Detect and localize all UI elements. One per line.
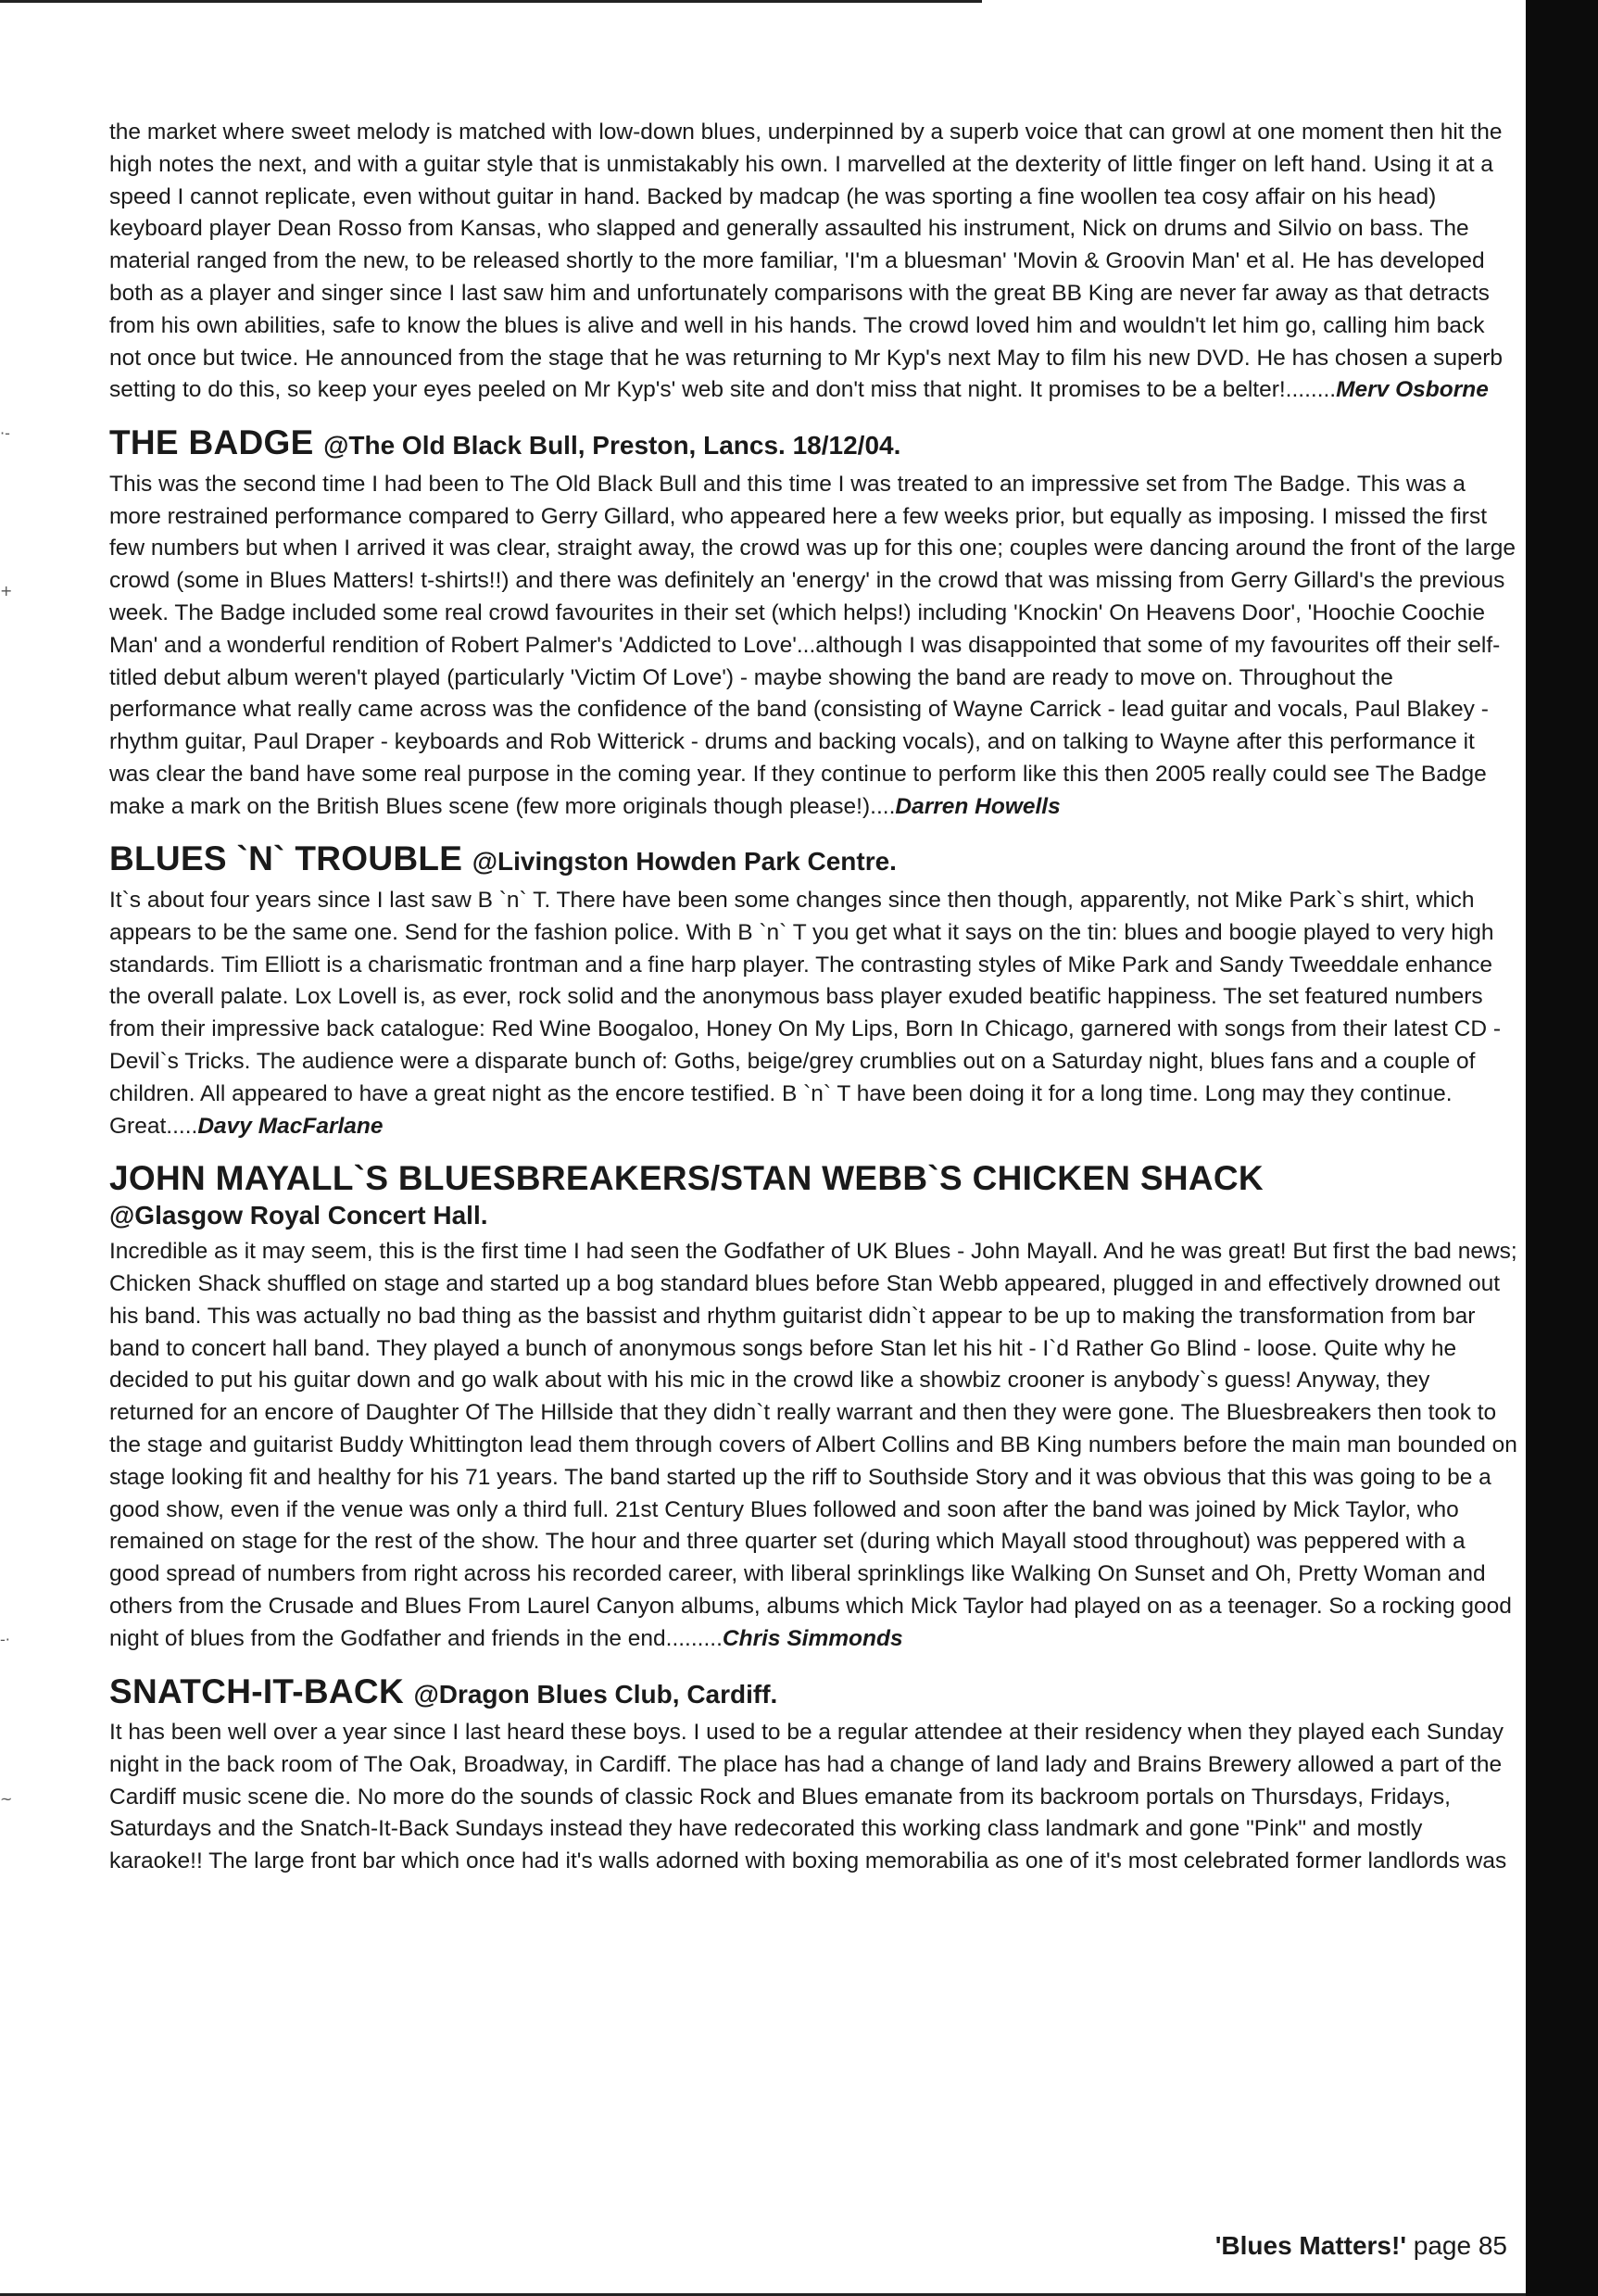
review-byline: Davy MacFarlane: [197, 1113, 384, 1139]
review-venue: @Livingston Howden Park Centre.: [472, 847, 897, 877]
review-title: BLUES `N` TROUBLE: [109, 839, 463, 878]
binding-mark: ·-: [0, 424, 10, 442]
article-column: [109, 117, 1517, 1878]
magazine-name: 'Blues Matters!': [1214, 2231, 1406, 2260]
review-the-badge: [109, 423, 1517, 823]
review-body: Incredible as it may seem, this is the first time I had seen the Godfather of UK Blues - John Mayall. And he was great! But first the bad news; Chicken Shack shuffled on stage and started up a bog standard blues before Stan Webb appeared, plugged in and effectively drowned out his band. This was actually no bad thing as the bassist and rhythm guitarist didn`t appear to be up to making the transformation from bar band to concert hall band. They played a bunch of anonymous songs before Stan let his hit - I`d Rather Go Blind - loose. Quite why he decided to put his guitar down and go walk about with his mic in the crowd like a showbiz crooner is anybody`s guess! Anyway, they returned for an encore of Daughter Of The Hillside that they didn`t really warrant and then they were gone. The Bluesbreakers then took to the stage and guitarist Buddy Whittington lead them through covers of Albert Collins and BB King numbers before the main man bounded on stage looking fit and healthy for his 71 years. The band started up the riff to Southside Story and it was obvious that this was going to be a good show, even if the venue was only a third full. 21st Century Blues followed and soon after the band was joined by Mick Taylor, who remained on stage for the rest of the show. The hour and three quarter set (during which Mayall stood throughout) was peppered with a good spread of numbers from right across his recorded career, with liberal sprinklings like Walking On Sunset and Oh, Pretty Woman and others from the Crusade and Blues From Laurel Canyon albums, albums which Mick Taylor had played on as a teenager. So a rocking good night of blues from the Godfather and friends in the end.........: [109, 1239, 1517, 1651]
page-edge-shadow: [1526, 0, 1598, 2296]
intro-text: the market where sweet melody is matched with low-down blues, underpinned by a superb voice that can growl at one moment then hit the high notes the next, and with a guitar style that is unmistakably his own. I marvelled at the dexterity of little finger on left hand. Using it at a speed I cannot replicate, even without guitar in hand. Backed by madcap (he was sporting a fine woollen tea cosy affair on his head) keyboard player Dean Rosso from Kansas, who slapped and generally assaulted his instrument, Nick on drums and Silvio on bass. The material ranged from the new, to be released shortly to the more familiar, 'I'm a bluesman' 'Movin & Groovin Man' et al. He has developed both as a player and singer since I last saw him and unfortunately comparisons with the great BB King are never far away as that detracts from his own abilities, safe to know the blues is alive and well in his hands. The crowd loved him and wouldn't let him go, calling him back not once but twice. He announced from the stage that he was returning to Mr Kyp's next May to film his new DVD. He has chosen a superb setting to do this, so keep your eyes peeled on Mr Kyp's' web site and don't miss that night. It promises to be a belter!........: [109, 120, 1504, 403]
page-footer: [1215, 2231, 1507, 2261]
page-number: page 85: [1413, 2231, 1507, 2260]
review-byline: Chris Simmonds: [722, 1625, 903, 1651]
review-text: [109, 885, 1517, 1142]
binding-mark: ~: [0, 1790, 13, 1808]
review-title: SNATCH-IT-BACK: [109, 1672, 404, 1710]
review-body: It`s about four years since I last saw B `n` T. There have been some changes since then though, apparently, not Mike Park`s shirt, which appears to be the same one. Send for the fashion police. With B `n` T you get what it says on the tin: blues and boogie played to very high standards. Tim Elliott is a charismatic frontman and a fine harp player. The contrasting styles of Mike Park and Sandy Tweeddale enhance the overall palate. Lox Lovell is, as ever, rock solid and the anonymous bass player exuded beatific happiness. The set featured numbers from their impressive back catalogue: Red Wine Boogaloo, Honey On My Lips, Born In Chicago, garnered with songs from their latest CD - Devil`s Tricks. The audience were a disparate bunch of: Goths, beige/grey crumblies out on a Saturday night, blues fans and a couple of children. All appeared to have a great night as the encore testified. B `n` T have been doing it for a long time. Long may they continue. Great.....: [109, 888, 1501, 1139]
review-title: JOHN MAYALL`S BLUESBREAKERS/STAN WEBB`S CHICKEN SHACK: [109, 1159, 1264, 1198]
review-venue: @Glasgow Royal Concert Hall.: [109, 1200, 488, 1230]
intro-byline: Merv Osborne: [1336, 377, 1489, 403]
review-text: [109, 1717, 1517, 1878]
review-snatch-it-back: [109, 1672, 1517, 1879]
review-venue: @Dragon Blues Club, Cardiff.: [413, 1679, 778, 1709]
review-heading: [109, 423, 1517, 463]
review-text: [109, 1236, 1517, 1655]
intro-paragraph: [109, 117, 1517, 407]
binding-mark: -·: [0, 1631, 10, 1648]
review-heading: [109, 1159, 1517, 1230]
review-blues-n-trouble: [109, 839, 1517, 1142]
review-body: It has been well over a year since I last heard these boys. I used to be a regular attendee at their residency when they played each Sunday night in the back room of The Oak, Broadway, in Cardiff. The place has had a change of land lady and Brains Brewery allowed a part of the Cardiff music scene die. No more do the sounds of classic Rock and Blues emanate from its backroom portals on Thursdays, Fridays, Saturdays and the Snatch-It-Back Sundays instead they have redecorated this working class landmark and gone "Pink" and mostly karaoke!! The large front bar which once had it's walls adorned with boxing memorabilia as one of it's most celebrated former landlords was: [109, 1720, 1507, 1874]
review-venue: @The Old Black Bull, Preston, Lancs. 18/12/04.: [323, 431, 901, 460]
review-body: This was the second time I had been to The Old Black Bull and this time I was treated to an impressive set from The Badge. This was a more restrained performance compared to Gerry Gillard, who appeared here a few weeks prior, but equally as imposing. I missed the first few numbers but when I arrived it was clear, straight away, the crowd was up for this one; couples were dancing around the front of the large crowd (some in Blues Matters! t-shirts!!) and there was definitely an 'energy' in the crowd that was missing from Gerry Gillard's the previous week. The Badge included some real crowd favourites in their set (which helps!) including 'Knockin' On Heavens Door', 'Hoochie Coochie Man' and a wonderful rendition of Robert Palmer's 'Addicted to Love'...although I was disappointed that some of my favourites off their self-titled debut album weren't played (particularly 'Victim Of Love') - maybe showing the band are ready to move on. Throughout the performance what really came across was the confidence of the band (consisting of Wayne Carrick - lead guitar and vocals, Paul Blakey - rhythm guitar, Paul Draper - keyboards and Rob Witterick - drums and backing vocals), and on talking to Wayne after this performance it was clear the band have some real purpose in the coming year. If they continue to perform like this then 2005 really could see The Badge make a mark on the British Blues scene (few more originals though please!)....: [109, 471, 1516, 819]
binding-mark: +: [0, 582, 13, 599]
top-rule: [0, 0, 982, 3]
review-john-mayall: [109, 1159, 1517, 1655]
review-byline: Darren Howells: [895, 793, 1061, 819]
review-title: THE BADGE: [109, 423, 314, 462]
review-text: [109, 469, 1517, 824]
review-heading: [109, 1672, 1517, 1712]
review-heading: [109, 839, 1517, 879]
